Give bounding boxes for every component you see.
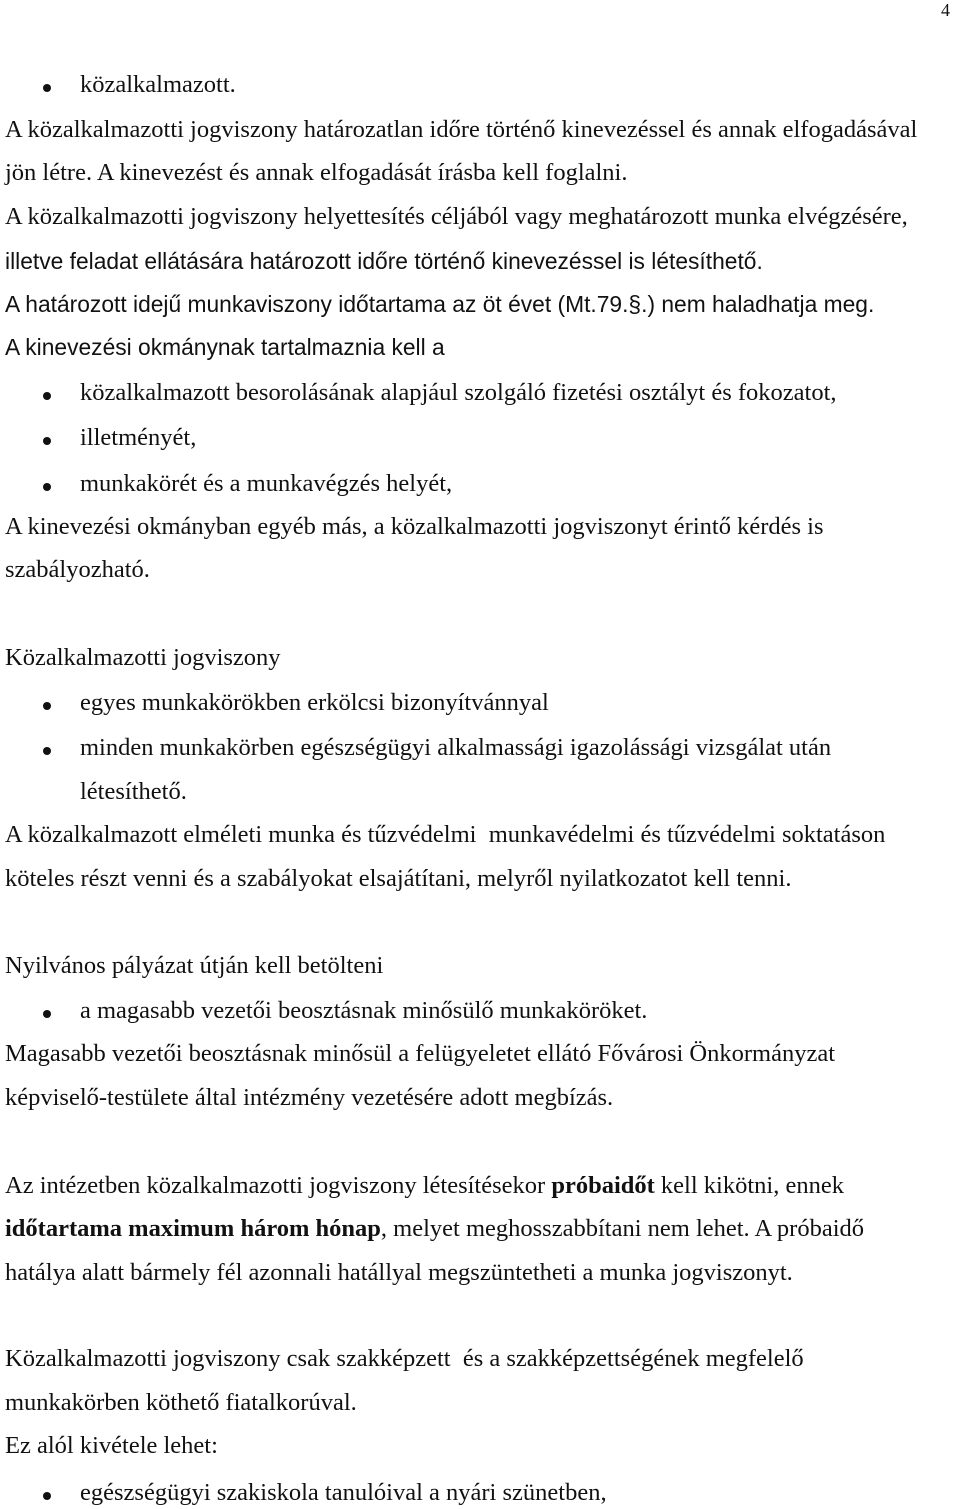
bold-text: időtartama maximum három hónap	[5, 1215, 381, 1242]
paragraph-line: A közalkalmazott elméleti munka és tűzvédelmi munkavédelmi és tűzvédelmi soktatáson	[5, 821, 886, 848]
paragraph-line: A közalkalmazotti jogviszony helyettesítés céljából vagy meghatározott munka elvégzésére,	[5, 203, 908, 230]
paragraph-line: Magasabb vezetői beosztásnak minősül a felügyeletet ellátó Fővárosi Önkormányzat	[5, 1040, 836, 1067]
paragraph-line: Közalkalmazotti jogviszony csak szakképzett és a szakképzettségének megfelelő	[5, 1345, 804, 1372]
bullet-marker	[43, 747, 51, 755]
paragraph-line: Nyilvános pályázat útján kell betölteni	[5, 952, 384, 979]
bullet-marker	[43, 437, 51, 445]
paragraph-line: A kinevezési okmánynak tartalmaznia kell a	[5, 334, 445, 360]
text-run: Az intézetben közalkalmazotti jogviszony létesítésekor	[5, 1172, 552, 1199]
bullet-marker	[43, 702, 51, 710]
list-item-text: a magasabb vezetői beosztásnak minősülő munkaköröket.	[80, 997, 648, 1024]
list-item-text: közalkalmazott.	[80, 71, 236, 98]
paragraph-line: A kinevezési okmányban egyéb más, a közalkalmazotti jogviszonyt érintő kérdés is	[5, 513, 824, 540]
paragraph-line: szabályozható.	[5, 556, 150, 583]
paragraph-line: munkakörben köthető fiatalkorúval.	[5, 1389, 357, 1416]
paragraph-line	[5, 1216, 864, 1242]
bold-text: próbaidőt	[551, 1172, 655, 1199]
paragraph-line: A közalkalmazotti jogviszony határozatlan időre történő kinevezéssel és annak elfogadásával	[5, 116, 918, 143]
paragraph-line: hatálya alatt bármely fél azonnali hatállyal megszüntetheti a munka jogviszonyt.	[5, 1259, 793, 1286]
list-item-text: létesíthető.	[80, 778, 187, 805]
paragraph-line: jön létre. A kinevezést és annak elfogadását írásba kell foglalni.	[5, 159, 628, 186]
bullet-marker	[43, 1492, 51, 1500]
paragraph-line: A határozott idejű munkaviszony időtartama az öt évet (Mt.79.§.) nem haladhatja meg.	[5, 291, 875, 317]
paragraph-line: Közalkalmazotti jogviszony	[5, 644, 281, 671]
paragraph-line: képviselő-testülete által intézmény vezetésére adott megbízás.	[5, 1084, 614, 1111]
page-number: 4	[941, 0, 950, 20]
paragraph-line: illetve feladat ellátására határozott időre történő kinevezéssel is létesíthető.	[5, 248, 763, 274]
list-item-text: egyes munkakörökben erkölcsi bizonyítvánnyal	[80, 689, 549, 716]
list-item-text: illetményét,	[80, 424, 197, 451]
paragraph-line: köteles részt venni és a szabályokat elsajátítani, melyről nyilatkozatot kell tenni.	[5, 865, 792, 892]
list-item-text: közalkalmazott besorolásának alapjául szolgáló fizetési osztályt és fokozatot,	[80, 379, 837, 406]
list-item-text: munkakörét és a munkavégzés helyét,	[80, 470, 453, 497]
text-run: , melyet meghosszabbítani nem lehet. A próbaidő	[380, 1215, 865, 1242]
list-item-text: minden munkakörben egészségügyi alkalmassági igazolássági vizsgálat után	[80, 734, 832, 761]
paragraph-line	[5, 1173, 844, 1199]
bullet-marker	[43, 1010, 51, 1018]
bullet-marker	[43, 392, 51, 400]
paragraph-line: Ez alól kivétele lehet:	[5, 1432, 218, 1459]
bullet-marker	[43, 84, 51, 92]
text-run: kell kikötni, ennek	[654, 1172, 844, 1199]
bullet-marker	[43, 483, 51, 491]
list-item-text: egészségügyi szakiskola tanulóival a nyári szünetben,	[80, 1479, 607, 1506]
